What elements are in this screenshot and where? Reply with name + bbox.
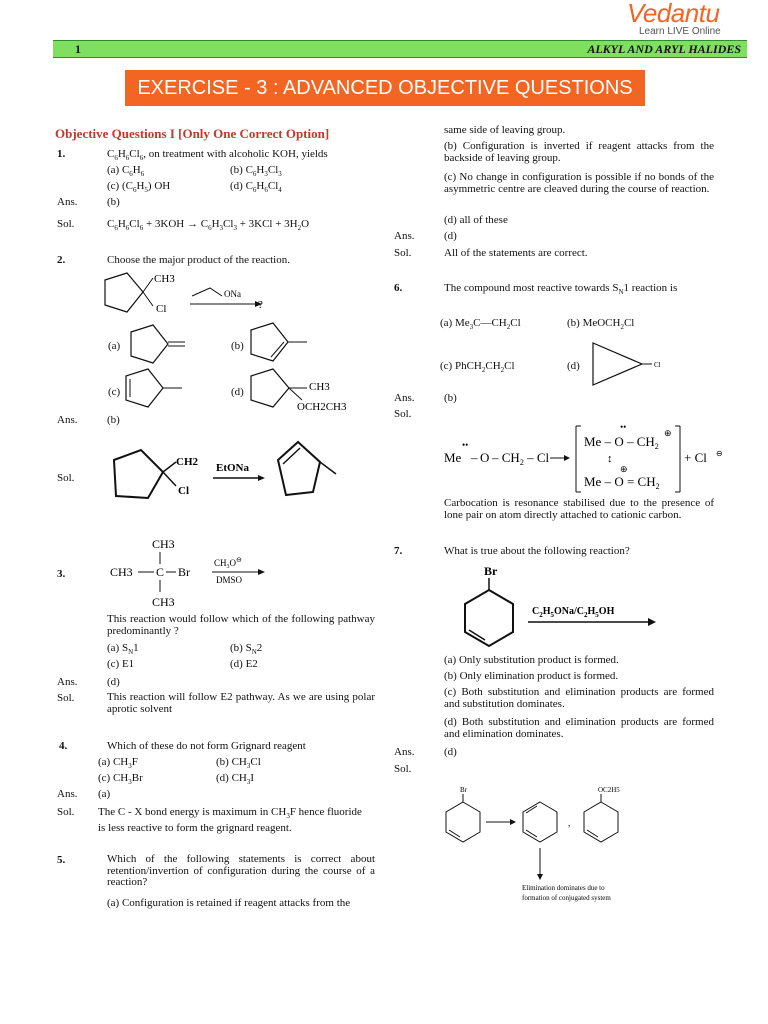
q4-ans-label: Ans. — [57, 788, 78, 800]
page-number: 1 — [75, 42, 81, 56]
q3-option-b: (b) $S_N2$ — [230, 642, 263, 657]
q7-option-a: (a) Only substitution product is formed. — [444, 654, 619, 666]
q6-solution: Carbocation is resonance stabilised due to the presence of lone pair on atom directly attached to cationic carbon. — [444, 497, 714, 521]
q2-opt-b-label: (b) — [231, 340, 244, 352]
q2-opt-b-structure — [245, 320, 315, 365]
q3-ans-label: Ans. — [57, 676, 78, 688]
q7-text: What is true about the following reaction? — [444, 545, 630, 557]
q2-opt-a-label: (a) — [108, 340, 121, 352]
q1-option-b: (b) $C_6H_3Cl_3$ — [230, 164, 282, 179]
q7-reaction — [456, 562, 666, 650]
q2-opt-d-och2ch3: OCH2CH3 — [297, 401, 347, 413]
q5-option-a: (a) Configuration is retained if reagent attacks from the — [107, 897, 351, 909]
q2-sol-cl: Cl — [178, 485, 189, 497]
svg-text:Me – O = CH2: $Me - O = CH_2$ — [584, 474, 660, 491]
svg-text:⊕: ⊕ — [664, 428, 672, 438]
q5-ans-label: Ans. — [394, 230, 415, 242]
q7-solution-scheme — [440, 782, 640, 906]
q2-reagent: ONa — [224, 289, 241, 299]
q2-sol-label: Sol. — [57, 472, 75, 484]
q1-sol-label: Sol. — [57, 218, 75, 230]
banner-title: EXERCISE - 3 : ADVANCED OBJECTIVE QUESTIONS — [137, 77, 633, 99]
q1-ans-label: Ans. — [57, 196, 78, 208]
q4-option-c: (c) $CH_3Br$ — [98, 772, 143, 787]
q2-question-mark: ? — [258, 299, 263, 311]
q3-answer: (d) — [107, 676, 120, 688]
q2-opt-c-structure — [120, 366, 190, 411]
q5-answer: (d) — [444, 230, 457, 242]
q3-solvent: DMSO — [216, 575, 243, 585]
q4-option-a: (a) $CH_3F$ — [98, 756, 138, 771]
q3-ch3-bottom: CH3 — [152, 595, 175, 609]
q3-ch3-top: CH3 — [152, 537, 175, 551]
q7-sol-br: Br — [460, 786, 467, 794]
q6-option-c: (c) $PhCH_2CH_2Cl$ — [440, 360, 515, 375]
q6-number: 6. — [394, 282, 403, 294]
q2-cl-label: Cl — [156, 303, 167, 315]
q7-number: 7. — [394, 545, 403, 557]
q7-option-c: (c) Both substitution and elimination products are formed and substitution dominates. — [444, 686, 714, 710]
q7-sol-note-line2: formation of conjugated system — [522, 894, 611, 902]
q3-sol-label: Sol. — [57, 692, 75, 704]
q4-solution-line1: The C - X bond energy is maximum in $CH_3F$ hence fluoride — [98, 806, 362, 821]
q2-solution-scheme — [108, 440, 348, 510]
q3-solution: This reaction will follow E2 pathway. As we are using polar aprotic solvent — [107, 691, 375, 715]
svg-text:,: , — [568, 818, 571, 828]
q1-number: 1. — [57, 148, 66, 160]
svg-text:⊖: ⊖ — [716, 449, 723, 458]
q6-option-d-structure — [590, 340, 670, 390]
logo-tagline: Learn LIVE Online — [639, 26, 721, 37]
svg-text:••: •• — [620, 422, 627, 432]
q5-option-a-cont: same side of leaving group. — [444, 124, 566, 136]
q1-option-d: (d) $C_6H_6Cl_4$ — [230, 180, 282, 195]
q7-sol-label: Sol. — [394, 763, 412, 775]
q5-option-d: (d) all of these — [444, 214, 508, 226]
q6-scheme-me: Me — [444, 450, 462, 465]
q4-number: 4. — [59, 740, 68, 752]
logo-brand: Vedantu — [627, 0, 720, 28]
q2-answer: (b) — [107, 414, 120, 426]
q3-option-d: (d) E2 — [230, 658, 258, 670]
q7-br-label: Br — [484, 564, 498, 578]
chapter-title: ALKYL AND ARYL HALIDES — [587, 42, 741, 56]
q1-solution: $C_6H_6Cl_6 + 3KOH \to C_6H_3Cl_3 + 3KCl + 3H_2O$ — [107, 218, 310, 233]
q7-sol-note-line1: Elimination dominates due to — [522, 884, 605, 892]
svg-text:– CH2 – Cl: – $CH_2$ – Cl — [492, 450, 550, 467]
svg-text:••: •• — [462, 440, 469, 450]
q2-reactant — [100, 270, 300, 320]
q6-resonance-scheme — [444, 422, 724, 494]
section-heading: Objective Questions I [Only One Correct Option] — [55, 126, 330, 141]
q2-ch3-label: CH3 — [154, 273, 175, 285]
q4-solution-line2: is less reactive to form the grignard reagent. — [98, 822, 292, 834]
q3-br: Br — [178, 565, 190, 579]
q5-option-b: (b) Configuration is inverted if reagent attacks from the backside of leaving group. — [444, 140, 714, 164]
q6-cl-label: Cl — [654, 361, 661, 369]
q5-solution: All of the statements are correct. — [444, 247, 588, 259]
q5-text: Which of the following statements is correct about retention/invertion of configuration during the course of a reaction? — [107, 853, 375, 888]
q7-ans-label: Ans. — [394, 746, 415, 758]
q2-number: 2. — [57, 254, 66, 266]
svg-text:⊕: ⊕ — [620, 464, 628, 474]
exercise-banner — [125, 70, 645, 106]
q7-answer: (d) — [444, 746, 457, 758]
q1-answer: (b) — [107, 196, 120, 208]
q5-sol-label: Sol. — [394, 247, 412, 259]
q6-sol-label: Sol. — [394, 408, 412, 420]
q6-scheme-o: O — [480, 450, 490, 465]
q2-opt-d-ch3: CH3 — [309, 381, 330, 393]
q5-number: 5. — [57, 854, 66, 866]
q2-sol-reagent: EtONa — [216, 462, 249, 474]
q7-option-d: (d) Both substitution and elimination products are formed and elimination dominates. — [444, 716, 714, 740]
svg-text:↕: ↕ — [607, 453, 613, 465]
q6-answer: (b) — [444, 392, 457, 404]
q2-text: Choose the major product of the reaction. — [107, 254, 290, 266]
q7-sol-oc2h5: OC2H5 — [598, 786, 620, 794]
q1-text: $C_6H_6Cl_6$, on treatment with alcoholic KOH, yields — [107, 148, 328, 163]
q4-option-d: (d) $CH_3I$ — [216, 772, 255, 787]
q2-opt-d-structure — [247, 366, 357, 416]
q3-option-c: (c) E1 — [107, 658, 135, 670]
q5-option-c: (c) No change in configuration is possible if no bonds of the asymmetric centre are cleaved during the course of reaction. — [444, 171, 714, 195]
q3-ch3-left: CH3 — [110, 565, 133, 579]
svg-text:–: – — [471, 450, 478, 465]
q6-scheme-plus-cl: + Cl — [684, 450, 707, 465]
q6-text: The compound most reactive towards $S_N1$ reaction is — [444, 282, 678, 297]
q7-option-b: (b) Only elimination product is formed. — [444, 670, 619, 682]
page-header-bar — [53, 40, 747, 58]
q1-option-c: (c) $(C_6H_5)$ OH — [107, 180, 171, 195]
q6-ans-label: Ans. — [394, 392, 415, 404]
q3-reaction — [110, 536, 280, 612]
q2-ans-label: Ans. — [57, 414, 78, 426]
q2-opt-a-structure — [125, 322, 195, 367]
q2-sol-ch2: CH2 — [176, 456, 198, 468]
q6-option-d-label: (d) — [567, 360, 580, 372]
q6-option-a: (a) $Me_3C—CH_2Cl$ — [440, 317, 521, 332]
q6-option-b: (b) MeOCH$_2$Cl — [567, 317, 635, 332]
q4-option-b: (b) $CH_3Cl$ — [216, 756, 261, 771]
q4-answer: (a) — [98, 788, 111, 800]
q3-reagent: $CH_3O^⊖$ — [214, 556, 242, 570]
vedantu-logo — [627, 0, 745, 38]
q4-text: Which of these do not form Grignard reagent — [107, 740, 306, 752]
q4-sol-label: Sol. — [57, 806, 75, 818]
q1-option-a: (a) $C_6H_6$ — [107, 164, 145, 179]
svg-text:Me – O – CH2: Me – O – $CH_2$ — [584, 434, 659, 451]
q2-opt-d-label: (d) — [231, 386, 244, 398]
q2-opt-c-label: (c) — [108, 386, 121, 398]
q3-option-a: (a) $S_N1$ — [107, 642, 139, 657]
q7-reagent: $C_2H_5ONa/C_2H_5OH$ — [532, 606, 615, 619]
q3-carbon: C — [156, 565, 165, 579]
q3-number: 3. — [57, 568, 66, 580]
q3-text: This reaction would follow which of the following pathway predominantly ? — [107, 613, 375, 637]
